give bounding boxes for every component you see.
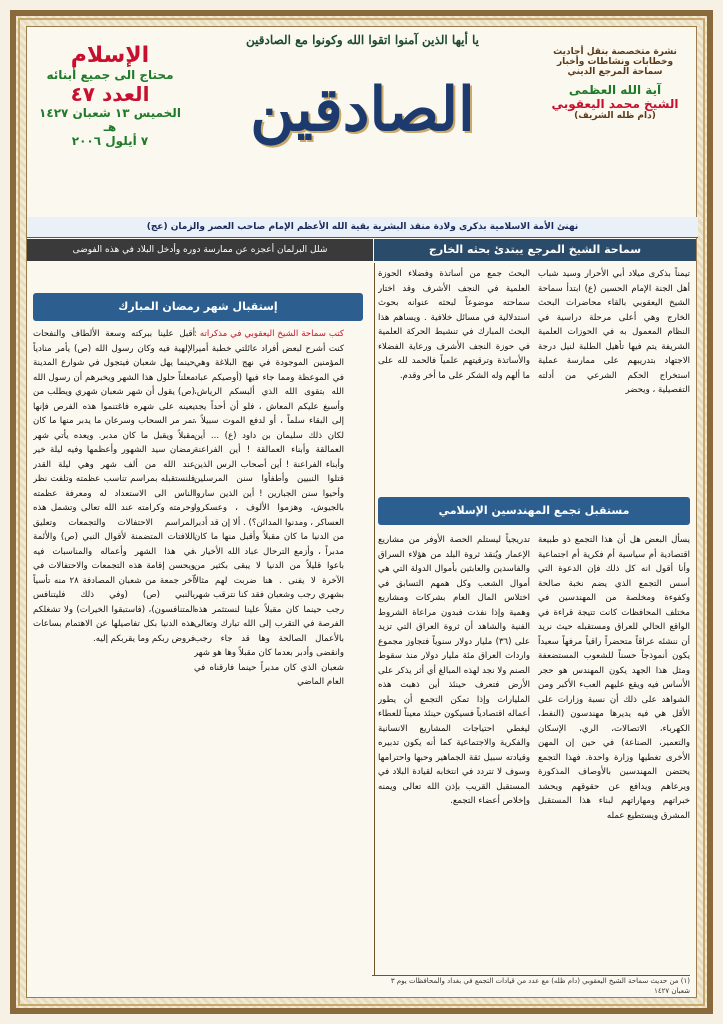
ramadan-headline: إستقبال شهر رمضان المبارك: [33, 293, 363, 321]
masthead-center: [192, 33, 533, 211]
bulletin-line-2: وخطابات ونشاطات وأخبار: [556, 57, 674, 67]
quran-verse: يا أيها الذين آمنوا اتقوا الله وكونوا مع الصادقين: [246, 33, 479, 47]
bulletin-line-1: نشرة متخصصة بنقل أحاديث: [553, 47, 677, 57]
scholar-name: الشيخ محمد اليعقوبي: [551, 97, 679, 111]
footnote: (١) من حديث سماحة الشيخ اليعقوبي (دام ظله) مع عدد من قيادات التجمع في بغداد والمحافظات يوم ٣ شعبان ١٤٢٧: [372, 975, 690, 996]
article-column-2: البحث جمع من أساتذة وفضلاء الحوزة العلمية في النجف الأشرف وقد اختار سماحته موضوعاً لبحثه عنوانه بحوث استدلالية في مسائل خلافية . ويساهم هذا البحث المبارك في تنشيط الحركة العلمية في حوزة النجف الأشرف ورعاية الفضلاء والأساتذة وترقيتهم علمياً فالحمد لله على ما ألهم وله الشكر على ما أخر وقدم.: [378, 269, 530, 381]
headline-right: سماحة الشيخ المرجع يبتدئ بحثه الخارج: [374, 239, 696, 261]
engineers-column-2: تدريجياً ليستلم الحصة الأوفر من مشاريع الإعمار ويُنقذ ثروة البلد من هؤلاء السراق والفاسدين والعابثين بأموال الدولة التي هي أموال الشعب وكل همهم التسابق في اختلاس المال العام بشركات ومشاريع وهمية وإذا نفذت فبدون مراعاة الشروط الفنية والشاهد أن ثروة العراق التي تزيد على (٣٦) مليار دولار سنوياً فتجاوز مجموع واردات العراق مئة مليار دولار منذ سقوط الصنم ولا نجد لهذه المبالغ أي أثر يذكر على الأرض فتعرف حينئذ أين ذهبت هذه المليارات وإذا تمكن التجمع أن يطور أعماله اقتصادياً فسيكون حينئذ معيناً للعطاء ليغطي احتياجات المشاريع الانسانية والفكرية والاجتماعية كما أنه يكون تدبيره وقيادته سبيل ثقة الجماهير وحبها واحترامها وسوف لا تتردد في انتخابه لقيادة البلاد في المستقبل القريب بإذن الله تعالى ويمنه وإخلاص أعضاء التجمع.: [378, 535, 530, 806]
issue-number: العدد ٤٧: [70, 82, 150, 106]
engineers-column-1: يسأل البعض هل أن هذا التجمع ذو طبيعة اقتصادية أم سياسية أم فكرية أم اجتماعية وأنا أقول انه كل ذلك فإن الدعوة التي أسس التجمع الذي يضم نخبة صالحة وكفوءة ومخلصة من المهندسين في مختلف المحافظات كانت تتيجة قراءة في الواقع الحالي للعراق ومستقبله حيث نريد أن ننشئه عراقاً متحضراً راقياً مرفهاً سعيداً يكون أنموذجاً حسناً للشعوب المستضعفة ومثل هذا الجهد يكون المهندس هو حجر الأساس فيه ويقع عليهم العبء الأكبر ومن الشواهد على ذلك أن نسبة وزارات على الأقل هي فيه يديرها مهندسون (النفط، الكهرباء، الاتصالات، الري، الإسكان والتعمير، الصناعة) في حين إن المهن الأخرى تغطيها وزارة واحدة. فهذا التجمع يحتضن المهندسين بالأوصاف المذكورة ويرعاهم ويدافع عن حقوقهم ويحشد خبراتهم ومهاراتهم لبناء هذا المستقبل المشرق ويستطيع عمله: [538, 535, 690, 821]
ramadan-column-1: [194, 327, 344, 973]
congratulation-banner: نهنئ الأمة الاسلامية بذكرى ولادة منقذ البشرية بقية الله الأعظم الإمام صاحب العصر والزمان (عج): [27, 217, 698, 238]
scholar-suffix: (دام ظله الشريف): [574, 111, 656, 121]
column-divider: [374, 263, 375, 975]
ramadan-column-2: أقبل علينا ببركته وسعة الألطاف والنفحات الإلهية فيه وكان رسول الله (ص) يأمر منادياً حينما يهل شعبان فيتجول في شوارع المدينة معلناً حلول هذا الشهر ويخبرهم أن رسول الله (ص) يقول أن شهر شعبان شهري ويطلب من يعينه على شهره فاغتنموا هذه الفرص فإنها تمر مر السحاب وسرعان ما يدبر منها ما كان مقبلاً ويقبل ما كان مدبر. ويعده يأتي شهر رمضان سيد الشهور وأعظمها وفيه ليلة خير عند الله من ألف شهر وهي ليلة القدر فلنستقبله بمراسم تناسب عظمته وتلفت نظر الناس الى الاستعداد له ومعرفة عظمته وحرمته وكرامته عند الله تعالى وتشمل هذه المراسم الاحتفالات والتجمعات وتعليق اللافتات المتضمنة لأقوال النبي (ص) والأئمة في هذا الشهر وأعماله والمناسبات فيه ويحسن إقامة هذه التجمعات والاحتفالات في آخر جمعة من شعبان المصادفة ٢٨ منه تأسياً بالنبي (ص) (وفي ذلك فليتنافس المتنافسون)، (فاستبقوا الخيرات) ولا تشغلكم هذه الدنيا بكل تفاصيلها عن الاهتمام بساعات فروض ربكم وما يقربكم إليه.: [33, 329, 195, 644]
hijri-date: الخميس ١٣ شعبان ١٤٢٧ هـ: [39, 106, 181, 134]
bulletin-line-3: سماحة المرجع الديني: [567, 67, 663, 77]
masthead-left: [35, 43, 185, 148]
newspaper-page: [26, 26, 697, 998]
masthead: [27, 27, 698, 219]
ramadan-lead: كتب سماحة الشيخ اليعقوبي في مذكراته :: [194, 329, 344, 339]
headline-left: شلل البرلمان أعجزه عن ممارسة دوره وأدخل البلاد في هذه الفوضى: [27, 239, 373, 261]
masthead-right: [540, 47, 690, 121]
ramadan-body-1: كنت أشرح لبعض أفراد عائلتي خطبة أمير المؤمنين الموجودة في نهج البلاغة وهي في الموعظة ومما جاء فيها (أوصيكم عباد الله بتقوى الله الذي ألبسكم الرياش، وأسبغ عليكم المعاش ، فلو أن أحداً يجد إلى البقاء سلماً ، أو لدفع الموت سبيلاً ، لكان ذلك سليمان بن داود (ع) ... أين العمالقة وأبناء العمالقة ! أين الفراعنة وأبناء الفراعنة ! أين أصحاب الرس الذين قتلوا النبيين وأطفأوا سنن المرسلين وأحيوا سنن الجبارين ! أين الذين ساروا بالجيوش، وهزموا الألوف ، وعسكروا العساكر ، ومدنوا المدائن؟) . ألا إن قد أدبر من الدنيا ما كان مقبلاً وأقبل منها ما كان مدبراً ، وأزمع الترحال عباد الله الأخيار ، باعوا قليلاً من الدنيا لا يبقى بكثير من الآخرة لا يفنى . هنا ضربت لهم مثالاً بشهري رجب وشعبان فقد كنا نترقب شهر رجب حينما كان مقبلاً علينا لنستثمر هذه الفرصة في التقرب إلى الله تبارك وتعالى بالأعمال الصالحة وها قد جاء رجب وانقضى وأدبر بعدما كان مقبلاً وها هو شهر شعبان الذي كان مدبراً حينما فارقناه في العام الماضي: [194, 343, 344, 687]
gregorian-date: ٧ أيلول ٢٠٠٦: [71, 134, 149, 148]
islam-subheading: محتاج الى جميع أبنائه: [46, 68, 174, 82]
engineers-headline: مستقبل تجمع المهندسين الإسلامي: [378, 497, 690, 525]
islam-heading: الإسلام: [70, 43, 150, 68]
newspaper-title: الصادقين: [250, 75, 475, 145]
article-column-1: تيمناً بذكرى ميلاد أبي الأحرار وسيد شباب أهل الجنة الإمام الحسين (ع) ابتدأ سماحة الشيخ اليعقوبي بالقاء محاضرات البحث الخارج وهي أعلى مرحلة دراسية في النظام المعمول به في الحوزات العلمية الشريفة يتم فيها تأهيل الطلبة لنيل درجة الاجتهاد بتدريبهم على ممارسة عملية استخراج الحكم الشرعي من أدلته التفصيلية ، ويحضر: [538, 269, 690, 395]
scholar-title: آية الله العظمى: [568, 83, 662, 97]
